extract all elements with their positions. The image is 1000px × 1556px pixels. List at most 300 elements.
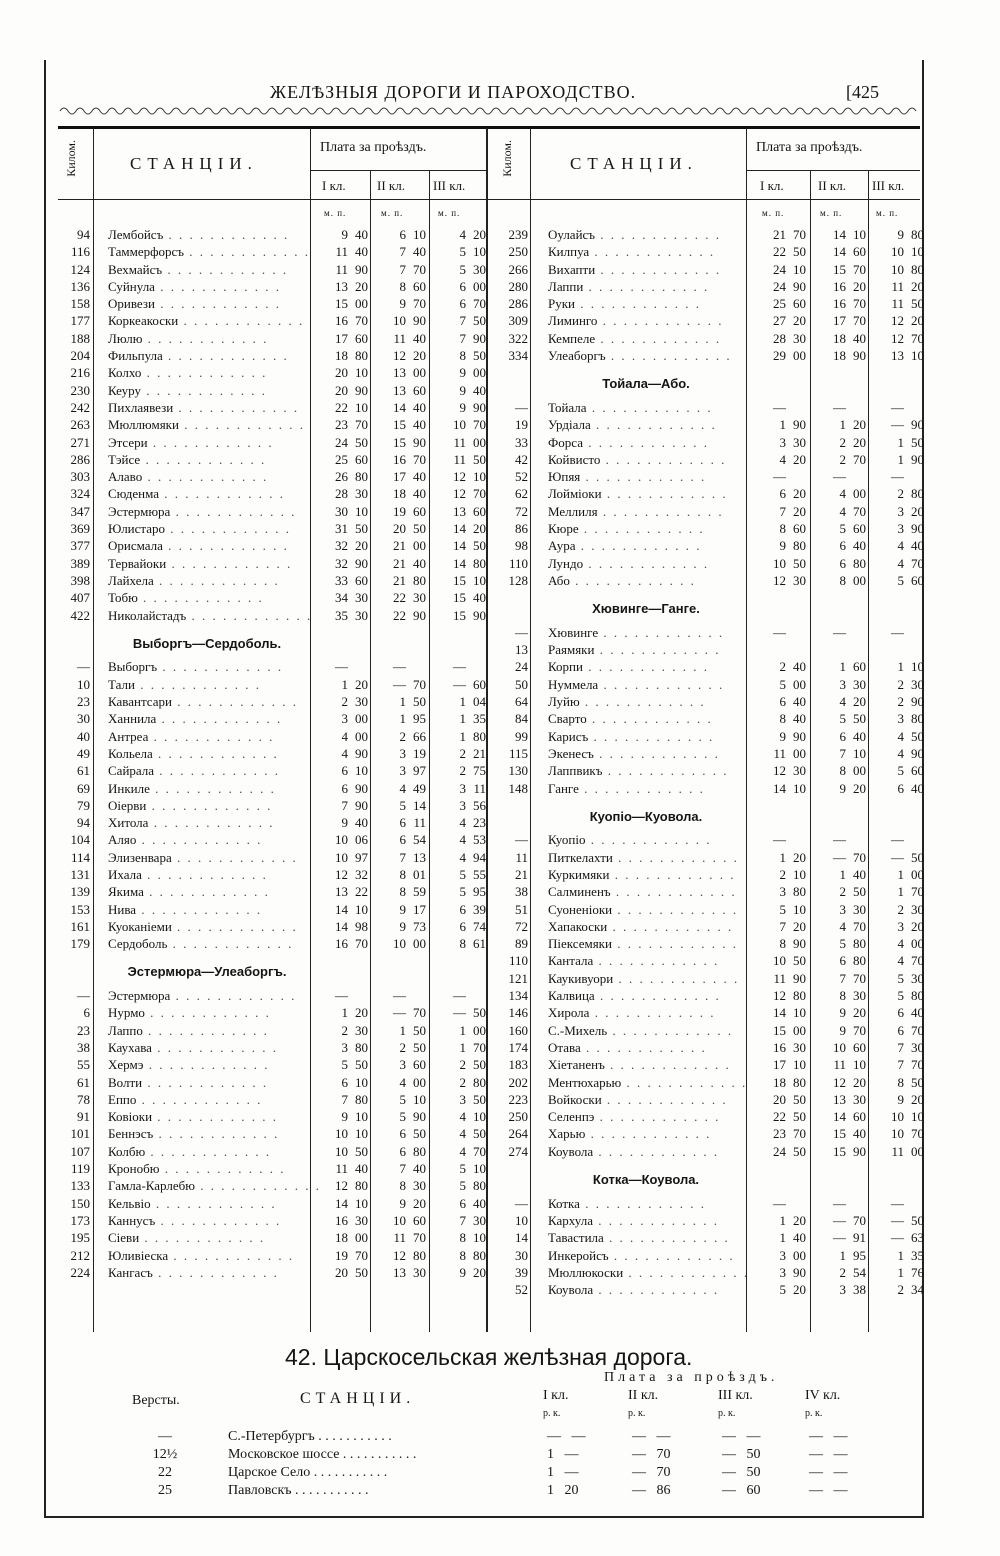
- fare-cell: [868, 261, 924, 278]
- fare-rub: 2: [779, 659, 786, 675]
- leader-dots: . . . . . . . . . . . .: [171, 694, 298, 710]
- leader-dots: . . . . . . . . . . . .: [149, 780, 276, 796]
- fare-kop: 40: [355, 815, 368, 831]
- fare-rub: 6: [839, 953, 846, 969]
- fare-kop: 10: [473, 572, 486, 588]
- fare-rub: 6: [779, 486, 786, 502]
- fare-cell: [750, 693, 806, 710]
- fare-cell: [868, 278, 924, 295]
- fare-kop: 20: [911, 313, 924, 329]
- fare-kop: 30: [355, 486, 368, 502]
- s42-fare: — —: [632, 1429, 671, 1444]
- km-cell: 10: [77, 676, 90, 692]
- fare-cell: [750, 416, 806, 433]
- fare-kop: 00: [413, 365, 426, 381]
- fare-kop: 90: [793, 278, 806, 294]
- station-label: Тэйсе: [108, 451, 141, 467]
- fare-rub: 20: [335, 382, 348, 398]
- fare-cell: [868, 918, 924, 935]
- fare-kop: 00: [853, 486, 866, 502]
- station-name: [108, 1247, 306, 1264]
- fare-kop: 00: [473, 434, 486, 450]
- fare-rub: 19: [335, 1247, 348, 1263]
- fare-cell: [750, 935, 806, 952]
- s42-fare: — 50: [722, 1465, 761, 1480]
- station-label: Вехмайсъ: [108, 261, 163, 277]
- fare-cell: [430, 1264, 486, 1281]
- fare-rub: 1: [459, 1039, 466, 1055]
- fare-cell: [370, 710, 426, 727]
- fare-rub: —: [773, 1195, 786, 1211]
- fare-rub: 18: [335, 1230, 348, 1246]
- fare-kop: 90: [793, 728, 806, 744]
- fare-kop: 10: [355, 901, 368, 917]
- leader-dots: . . . . . . . . . . . .: [166, 555, 293, 571]
- s42-fare: — —: [722, 1429, 761, 1444]
- vline: [93, 128, 94, 1332]
- fare-cell: [810, 1056, 866, 1073]
- fare-kop: 30: [413, 1264, 426, 1280]
- fare-kop: 80: [473, 1178, 486, 1194]
- km-cell: 91: [77, 1109, 90, 1125]
- fare-cell: [750, 1022, 806, 1039]
- fare-rub: 8: [399, 278, 406, 294]
- fare-rub: 1: [897, 434, 904, 450]
- fare-cell: [370, 814, 426, 831]
- fare-kop: 20: [793, 486, 806, 502]
- fare-rub: 8: [459, 1247, 466, 1263]
- fare-cell: [810, 970, 866, 987]
- station-name: [108, 1264, 306, 1281]
- fare-cell: [370, 658, 426, 675]
- fare-kop: 70: [355, 936, 368, 952]
- fare-rub: 12: [773, 988, 786, 1004]
- fare-rub: 5: [779, 901, 786, 917]
- fare-rub: 4: [897, 728, 904, 744]
- fare-cell: [430, 901, 486, 918]
- fare-cell: [312, 295, 368, 312]
- fare-rub: 3: [897, 711, 904, 727]
- leader-dots: . . . . . . . . . . . .: [150, 1195, 277, 1211]
- fare-kop: 40: [853, 330, 866, 346]
- km-cell: 98: [515, 538, 528, 554]
- leader-dots: . . . . . . . . . . . .: [586, 711, 713, 727]
- station-label: Каннусъ: [108, 1212, 156, 1228]
- fare-rub: 8: [399, 866, 406, 882]
- fare-rub: —: [453, 1005, 466, 1021]
- fare-kop: 10: [355, 365, 368, 381]
- fare-rub: 11: [453, 451, 466, 467]
- fare-rub: 6: [839, 555, 846, 571]
- km-cell: 174: [508, 1039, 528, 1055]
- fare-rub: 3: [399, 763, 406, 779]
- fare-cell: [430, 1212, 486, 1229]
- fare-rub: 24: [773, 278, 786, 294]
- fare-cell: [312, 987, 368, 1004]
- fare-rub: 9: [779, 538, 786, 554]
- fare-kop: 80: [413, 1247, 426, 1263]
- fare-cell: [430, 503, 486, 520]
- fare-rub: 2: [897, 901, 904, 917]
- station-label: Луйю: [548, 694, 580, 710]
- station-label: Элизенвара: [108, 849, 172, 865]
- fare-rub: 25: [335, 451, 348, 467]
- leader-dots: . . . . . . . . . . . .: [607, 918, 734, 934]
- fare-kop: 94: [473, 849, 486, 865]
- km-cell: 50: [515, 676, 528, 692]
- fare-cell: [868, 849, 924, 866]
- fare-rub: 12: [335, 1178, 348, 1194]
- leader-dots: . . . . . . . . . . . .: [153, 572, 280, 588]
- fare-kop: 70: [413, 676, 426, 692]
- station-label: Оулайсъ: [548, 227, 596, 242]
- fare-rub: 4: [459, 849, 466, 865]
- km-cell: 242: [70, 399, 90, 415]
- station-name: [108, 416, 306, 433]
- fare-cell: [370, 1143, 426, 1160]
- leader-dots: . . . . . . . . . . . .: [605, 348, 732, 364]
- fare-cell: [430, 1056, 486, 1073]
- fare-kop: 20: [473, 1264, 486, 1280]
- fare-kop: 80: [473, 1074, 486, 1090]
- fare-rub: 4: [341, 745, 348, 761]
- station-name: [548, 1108, 744, 1125]
- fare-cell: [810, 901, 866, 918]
- fare-rub: —: [833, 1212, 846, 1228]
- fare-cell: [810, 745, 866, 762]
- fare-cell: [750, 970, 806, 987]
- fare1-column: [312, 226, 368, 1281]
- fare-rub: 4: [459, 227, 466, 242]
- fare-cell: [750, 1247, 806, 1264]
- fare-cell: [868, 883, 924, 900]
- fare-kop: 30: [413, 1178, 426, 1194]
- leader-dots: . . . . . . . . . . . .: [171, 849, 298, 865]
- fare-rub: 7: [897, 1057, 904, 1073]
- fare-rub: 1: [897, 884, 904, 900]
- fare-kop: 30: [793, 763, 806, 779]
- leader-dots: . . . . . . . . . . . .: [575, 538, 702, 554]
- fare-kop: 80: [853, 953, 866, 969]
- station-name: [108, 243, 311, 260]
- station-name: [108, 658, 306, 675]
- fare-cell: [810, 312, 866, 329]
- fare-kop: 39: [473, 901, 486, 917]
- fare-rub: 3: [897, 521, 904, 537]
- fare-kop: 70: [355, 313, 368, 329]
- fare-rub: 4: [839, 486, 846, 502]
- fare-cell: [430, 1229, 486, 1246]
- leader-dots: . . . . . . . . . . . .: [194, 1178, 321, 1194]
- km-cell: 158: [70, 296, 90, 312]
- fare-rub: 6: [399, 1143, 406, 1159]
- fare-kop: 20: [793, 849, 806, 865]
- fare-kop: 40: [853, 728, 866, 744]
- station-label: Этсери: [108, 434, 148, 450]
- fare-rub: 6: [399, 227, 406, 242]
- fare-sub-line-right: [746, 170, 920, 171]
- fare-cell: [312, 866, 368, 883]
- fare-cell: [370, 278, 426, 295]
- fare-rub: 1: [839, 1247, 846, 1263]
- station-name: [108, 745, 306, 762]
- fare-kop: 54: [413, 832, 426, 848]
- leader-dots: . . . . . . . . . . . .: [143, 884, 270, 900]
- fare-kop: 60: [911, 572, 924, 588]
- station-label: Сюденма: [108, 486, 159, 502]
- station-name: [548, 1074, 748, 1091]
- spacer: [312, 624, 368, 659]
- fare-rub: 9: [399, 901, 406, 917]
- fare-cell: [810, 676, 866, 693]
- leader-dots: . . . . . . . . . . . .: [585, 1126, 712, 1142]
- km-cell: 136: [70, 278, 90, 294]
- fare-sub-line-left: [310, 170, 486, 171]
- fare-kop: 50: [473, 451, 486, 467]
- fare-rub: 8: [459, 348, 466, 364]
- fare-kop: 14: [413, 797, 426, 813]
- fare-rub: 8: [779, 936, 786, 952]
- fare-rub: 2: [779, 866, 786, 882]
- km-cell: 334: [508, 348, 528, 364]
- fare-cell: [750, 1281, 806, 1298]
- fare-rub: 5: [459, 884, 466, 900]
- station-name: [108, 312, 306, 329]
- km-cell: 23: [77, 694, 90, 710]
- station-name: [548, 537, 744, 554]
- spacer: [312, 952, 368, 987]
- fare-kop: 70: [793, 227, 806, 242]
- km-cell: 39: [515, 1264, 528, 1280]
- fare-cell: [868, 1074, 924, 1091]
- fare-kop: 30: [911, 901, 924, 917]
- leader-dots: . . . . . . . . . . . .: [598, 676, 725, 692]
- fare-cell: [312, 1264, 368, 1281]
- fare-rub: 9: [839, 1005, 846, 1021]
- station-name: [108, 1177, 321, 1194]
- fare-rub: —: [891, 1212, 904, 1228]
- fare-rub: 5: [459, 1178, 466, 1194]
- fare-rub: 15: [453, 590, 466, 606]
- fare-rub: 10: [335, 832, 348, 848]
- station-label: Тавастила: [548, 1230, 604, 1246]
- leader-dots: . . . . . . . . . . . .: [143, 1057, 270, 1073]
- leader-dots: . . . . . . . . . . . .: [134, 676, 261, 692]
- spacer: [430, 952, 486, 987]
- fare-kop: 60: [473, 503, 486, 519]
- station-label: Корпи: [548, 659, 583, 675]
- leader-dots: . . . . . . . . . . . .: [139, 1230, 266, 1246]
- fare-rub: 20: [335, 365, 348, 381]
- fare-rub: 13: [335, 278, 348, 294]
- section42-title: 42. Царскосельская желѣзная дорога.: [285, 1344, 693, 1370]
- station-label: Таммерфорсъ: [108, 244, 185, 260]
- fare-rub: 4: [897, 538, 904, 554]
- fare-rub: 5: [399, 797, 406, 813]
- fare-cell: [430, 866, 486, 883]
- fare-cell: [868, 987, 924, 1004]
- fare-rub: 8: [399, 884, 406, 900]
- fare-cell: [750, 849, 806, 866]
- station-label: Мюллюкоски: [548, 1264, 624, 1280]
- fare-cell: [312, 918, 368, 935]
- km-cell: 264: [508, 1126, 528, 1142]
- fare-kop: 00: [793, 1022, 806, 1038]
- fare-rub: 1: [399, 1022, 406, 1038]
- fare-rub: 29: [773, 348, 786, 364]
- station-label: Лоймiоки: [548, 486, 602, 502]
- fare-rub: —: [453, 659, 466, 675]
- unit-label: м. п.: [438, 208, 461, 218]
- station-label: Урдіала: [548, 417, 591, 433]
- km-cell: 55: [77, 1057, 90, 1073]
- fare-kop: 20: [473, 227, 486, 242]
- station-label: Кюре: [548, 521, 579, 537]
- fare-cell: [370, 901, 426, 918]
- station-label: Тервайоки: [108, 555, 167, 571]
- station-name: [108, 849, 306, 866]
- fare-rub: 20: [335, 1264, 348, 1280]
- fare-rub: —: [833, 832, 846, 848]
- fare-rub: 5: [897, 572, 904, 588]
- fare-kop: 50: [473, 313, 486, 329]
- fare-cell: [430, 347, 486, 364]
- station-column: [548, 226, 750, 1298]
- fare-rub: 14: [833, 244, 846, 260]
- leader-dots: . . . . . . . . . . . .: [601, 486, 728, 502]
- station-label: Селенпэ: [548, 1109, 595, 1125]
- km-cell: 115: [508, 745, 528, 761]
- fare-kop: 61: [473, 936, 486, 952]
- fare-kop: 60: [793, 296, 806, 312]
- fare-kop: 80: [911, 261, 924, 277]
- km-cell: 148: [508, 780, 528, 796]
- station-name: [548, 520, 744, 537]
- fare-rub: 11: [891, 1143, 904, 1159]
- station-name: [548, 987, 744, 1004]
- fare-rub: 2: [897, 694, 904, 710]
- spacer: [750, 364, 806, 399]
- km-cell: 250: [508, 1109, 528, 1125]
- fare-kop: 10: [355, 1126, 368, 1142]
- station-name: [548, 1125, 744, 1142]
- fare-cell: [430, 1247, 486, 1264]
- fare-cell: [810, 866, 866, 883]
- fare-kop: 11: [413, 815, 426, 831]
- station-name: [548, 503, 744, 520]
- fare-kop: 80: [413, 1143, 426, 1159]
- km-cell: 61: [77, 1074, 90, 1090]
- km-cell: 347: [70, 503, 90, 519]
- fare-kop: 90: [853, 348, 866, 364]
- station-name: [548, 1195, 744, 1212]
- station-name: [108, 382, 306, 399]
- station-label: Якима: [108, 884, 144, 900]
- km-cell: 230: [70, 382, 90, 398]
- leader-dots: . . . . . . . . . . . .: [148, 728, 275, 744]
- fare-cell: [370, 762, 426, 779]
- fare-cell: [810, 1229, 866, 1246]
- km-cell: 21: [515, 866, 528, 882]
- spacer: [56, 952, 90, 987]
- station-name: [548, 572, 744, 589]
- fare-rub: 23: [335, 417, 348, 433]
- fare-kop: 20: [793, 451, 806, 467]
- km-cell: 51: [515, 901, 528, 917]
- station-label: Питкелахти: [548, 849, 613, 865]
- fare-rub: —: [393, 659, 406, 675]
- fare-rub: 17: [393, 469, 406, 485]
- fare-cell: [370, 468, 426, 485]
- fare-rub: 17: [833, 313, 846, 329]
- station-name: [108, 278, 306, 295]
- km-cell: 14: [515, 1230, 528, 1246]
- fare-cell: [370, 1022, 426, 1039]
- fare-rub: 21: [393, 555, 406, 571]
- fare-kop: 32: [355, 866, 368, 882]
- fare-rub: 15: [335, 296, 348, 312]
- fare-cell: [868, 624, 924, 641]
- fare-cell: [430, 1125, 486, 1142]
- fare-kop: 40: [473, 590, 486, 606]
- fare-kop: 80: [355, 348, 368, 364]
- km-cell: 183: [508, 1057, 528, 1073]
- station-label: Кронобю: [108, 1161, 160, 1177]
- station-label: Тали: [108, 676, 135, 692]
- station-name: [108, 607, 313, 624]
- leader-dots: . . . . . . . . . . . .: [142, 469, 269, 485]
- fare-kop: 90: [355, 780, 368, 796]
- station-name: [548, 243, 744, 260]
- fare-rub: 11: [773, 970, 786, 986]
- fare-cell: [868, 831, 924, 848]
- fare-rub: 15: [833, 261, 846, 277]
- fare-cell: [370, 1177, 426, 1194]
- fare-kop: 40: [355, 227, 368, 242]
- fare-kop: 00: [355, 728, 368, 744]
- fare-rub: 3: [399, 745, 406, 761]
- km-cell: 177: [70, 313, 90, 329]
- station-label: Еппо: [108, 1091, 137, 1107]
- leader-dots: . . . . . . . . . . . .: [141, 365, 268, 381]
- station-name: [108, 831, 306, 848]
- station-label: Коркеакоски: [108, 313, 179, 329]
- fare-cell: [868, 226, 924, 243]
- leader-dots: . . . . . . . . . . . .: [612, 901, 739, 917]
- unit-label: м. п.: [820, 208, 843, 218]
- fare-rub: 2: [341, 1022, 348, 1038]
- fare-rub: 1: [897, 1264, 904, 1280]
- fare-rub: —: [393, 1005, 406, 1021]
- fare-kop: 90: [355, 261, 368, 277]
- leader-dots: . . . . . . . . . . . .: [604, 1057, 731, 1073]
- fare-cell: [868, 1125, 924, 1142]
- fare-rub: 5: [399, 1091, 406, 1107]
- fare-kop: 10: [473, 244, 486, 260]
- fare-cell: [430, 987, 486, 1004]
- fare-kop: 90: [793, 936, 806, 952]
- fare-cell: [430, 728, 486, 745]
- s42-fare: — 60: [722, 1483, 761, 1498]
- fare-rub: —: [773, 624, 786, 640]
- station-label: Кельвіо: [108, 1195, 151, 1211]
- km-cell: 13: [515, 642, 528, 658]
- fare-rub: 5: [779, 1282, 786, 1298]
- station-label: Каухава: [108, 1039, 152, 1055]
- fare-rub: 2: [897, 1282, 904, 1298]
- fare-cell: [430, 537, 486, 554]
- station-label: Фильпула: [108, 348, 163, 364]
